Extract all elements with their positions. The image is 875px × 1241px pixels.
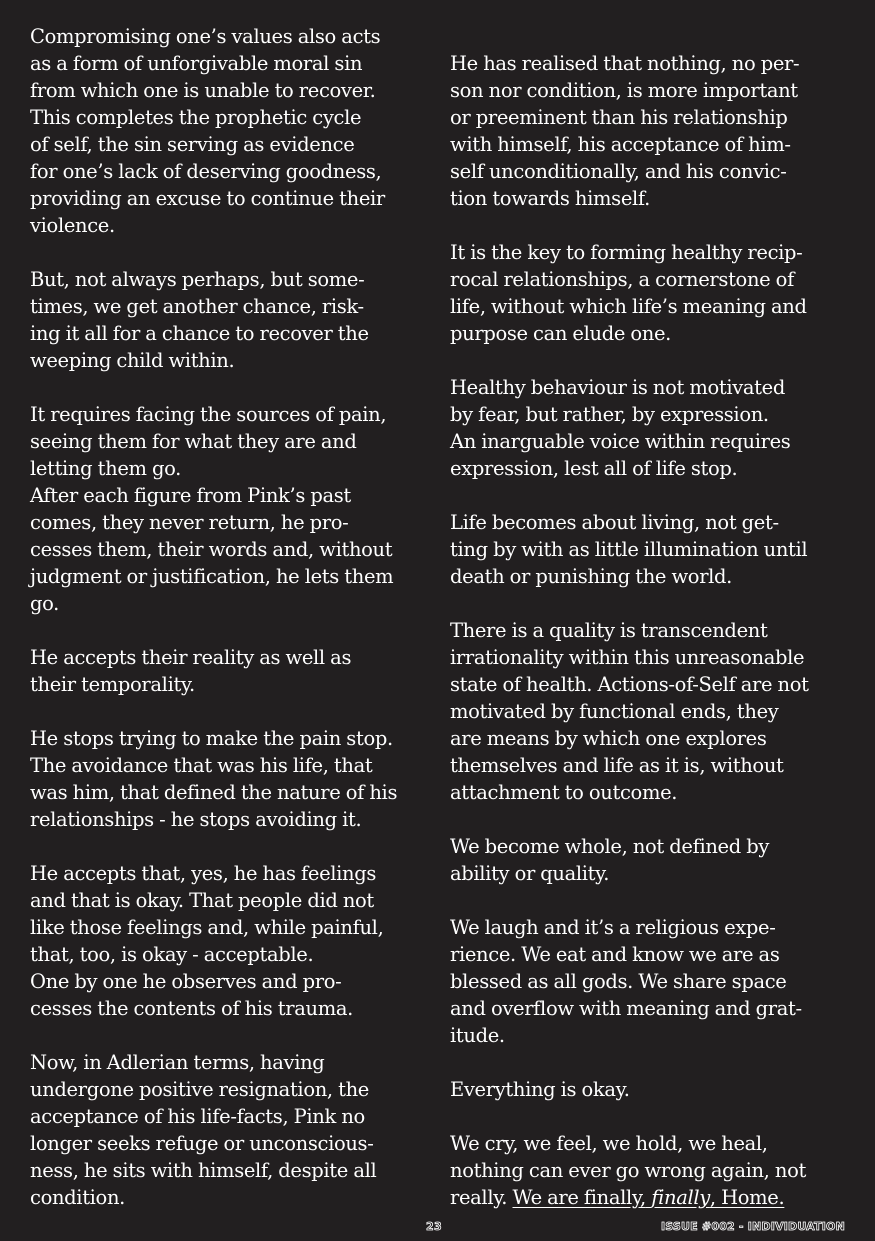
- text-line: One by one he observes and pro-: [30, 970, 342, 993]
- text-line: judgment or justification, he lets them: [30, 565, 394, 588]
- closing-line-italic: finally: [651, 1186, 710, 1209]
- text-line: providing an excuse to continue their: [30, 187, 385, 210]
- text-line: The avoidance that was his life, that: [30, 754, 373, 777]
- text-line: itude.: [450, 1024, 505, 1047]
- text-line: relationships - he stops avoiding it.: [30, 808, 362, 831]
- text-line: state of health. Actions-of-Self are not: [450, 673, 809, 696]
- text-line: But, not always perhaps, but some-: [30, 268, 365, 291]
- text-line: We cry, we feel, we hold, we heal,: [450, 1132, 768, 1155]
- text-line: son nor condition, is more important: [450, 79, 798, 102]
- paragraph-break: [450, 1103, 848, 1130]
- text-line: cesses them, their words and, without: [30, 538, 393, 561]
- text-line: violence.: [30, 214, 115, 237]
- text-line: An inarguable voice within requires: [450, 430, 791, 453]
- text-line: like those feelings and, while painful,: [30, 916, 384, 939]
- paragraph-break: [450, 347, 848, 374]
- issue-label: ISSUE #002 - INDIVIDUATION: [661, 1220, 845, 1233]
- text-line: acceptance of his life-facts, Pink no: [30, 1105, 365, 1128]
- text-line: Healthy behaviour is not motivated: [450, 376, 785, 399]
- text-line: irrationality within this unreasonable: [450, 646, 805, 669]
- paragraph-break: [450, 887, 848, 914]
- closing-line-underlined-b: , Home.: [709, 1186, 785, 1209]
- text-line: Now, in Adlerian terms, having: [30, 1051, 325, 1074]
- text-line: with himself, his acceptance of him-: [450, 133, 791, 156]
- paragraph-break: [30, 698, 430, 725]
- text-line: Life becomes about living, not get-: [450, 511, 779, 534]
- text-line: tion towards himself.: [450, 187, 650, 210]
- paragraph-break: [450, 482, 848, 509]
- text-line: by fear, but rather, by expression.: [450, 403, 769, 426]
- text-line: After each figure from Pink’s past: [30, 484, 351, 507]
- text-line: longer seeks refuge or unconscious-: [30, 1132, 374, 1155]
- paragraph-break: [450, 1049, 848, 1076]
- text-line: He has realised that nothing, no per-: [450, 52, 800, 75]
- text-line: Compromising one’s values also acts: [30, 25, 381, 48]
- text-line: It is the key to forming healthy recip-: [450, 241, 803, 264]
- text-line: purpose can elude one.: [450, 322, 672, 345]
- text-line: ing it all for a chance to recover the: [30, 322, 369, 345]
- text-line: go.: [30, 592, 60, 615]
- text-line: times, we get another chance, risk-: [30, 295, 364, 318]
- paragraph-break: [30, 617, 430, 644]
- text-line: life, without which life’s meaning and: [450, 295, 807, 318]
- text-line: We become whole, not defined by: [450, 835, 770, 858]
- right-column-lines: [450, 50, 848, 1184]
- text-line: He stops trying to make the pain stop.: [30, 727, 393, 750]
- text-line: He accepts their reality as well as: [30, 646, 352, 669]
- text-line: are means by which one explores: [450, 727, 767, 750]
- text-line: ting by with as little illumination until: [450, 538, 808, 561]
- page-number: 23: [426, 1220, 442, 1233]
- left-text-column: [30, 23, 430, 1211]
- text-line: attachment to outcome.: [450, 781, 678, 804]
- text-line: cesses the contents of his trauma.: [30, 997, 353, 1020]
- text-line: their temporality.: [30, 673, 195, 696]
- text-line: undergone positive resignation, the: [30, 1078, 370, 1101]
- text-line: We laugh and it’s a religious expe-: [450, 916, 776, 939]
- text-line: Everything is okay.: [450, 1078, 630, 1101]
- paragraph-break: [30, 1022, 430, 1049]
- closing-line: [450, 1184, 848, 1211]
- text-line: for one’s lack of deserving goodness,: [30, 160, 382, 183]
- text-line: and overflow with meaning and grat-: [450, 997, 802, 1020]
- text-line: of self, the sin serving as evidence: [30, 133, 355, 156]
- paragraph-break: [30, 239, 430, 266]
- closing-line-plain: really.: [450, 1186, 508, 1209]
- text-line: letting them go.: [30, 457, 182, 480]
- paragraph-break: [30, 833, 430, 860]
- paragraph-break: [450, 590, 848, 617]
- text-line: death or punishing the world.: [450, 565, 733, 588]
- text-line: condition.: [30, 1186, 126, 1209]
- text-line: that, too, is okay - acceptable.: [30, 943, 314, 966]
- text-line: ness, he sits with himself, despite all: [30, 1159, 377, 1182]
- text-line: from which one is unable to recover.: [30, 79, 376, 102]
- right-text-column: [450, 50, 848, 1211]
- paragraph-break: [450, 212, 848, 239]
- text-line: was him, that defined the nature of his: [30, 781, 398, 804]
- text-line: It requires facing the sources of pain,: [30, 403, 387, 426]
- text-line: seeing them for what they are and: [30, 430, 357, 453]
- text-line: rience. We eat and know we are as: [450, 943, 780, 966]
- closing-line-underlined-a: We are finally,: [512, 1186, 646, 1209]
- text-line: nothing can ever go wrong again, not: [450, 1159, 806, 1182]
- text-line: and that is okay. That people did not: [30, 889, 374, 912]
- text-line: themselves and life as it is, without: [450, 754, 784, 777]
- text-line: or preeminent than his relationship: [450, 106, 788, 129]
- text-line: blessed as all gods. We share space: [450, 970, 787, 993]
- paragraph-break: [450, 806, 848, 833]
- text-line: motivated by functional ends, they: [450, 700, 779, 723]
- text-line: comes, they never return, he pro-: [30, 511, 349, 534]
- text-line: This completes the prophetic cycle: [30, 106, 362, 129]
- text-line: weeping child within.: [30, 349, 235, 372]
- text-line: ability or quality.: [450, 862, 610, 885]
- text-line: rocal relationships, a cornerstone of: [450, 268, 794, 291]
- text-line: as a form of unforgivable moral sin: [30, 52, 363, 75]
- paragraph-break: [30, 374, 430, 401]
- text-line: expression, lest all of life stop.: [450, 457, 738, 480]
- text-line: He accepts that, yes, he has feelings: [30, 862, 377, 885]
- text-line: self unconditionally, and his convic-: [450, 160, 787, 183]
- text-line: There is a quality is transcendent: [450, 619, 768, 642]
